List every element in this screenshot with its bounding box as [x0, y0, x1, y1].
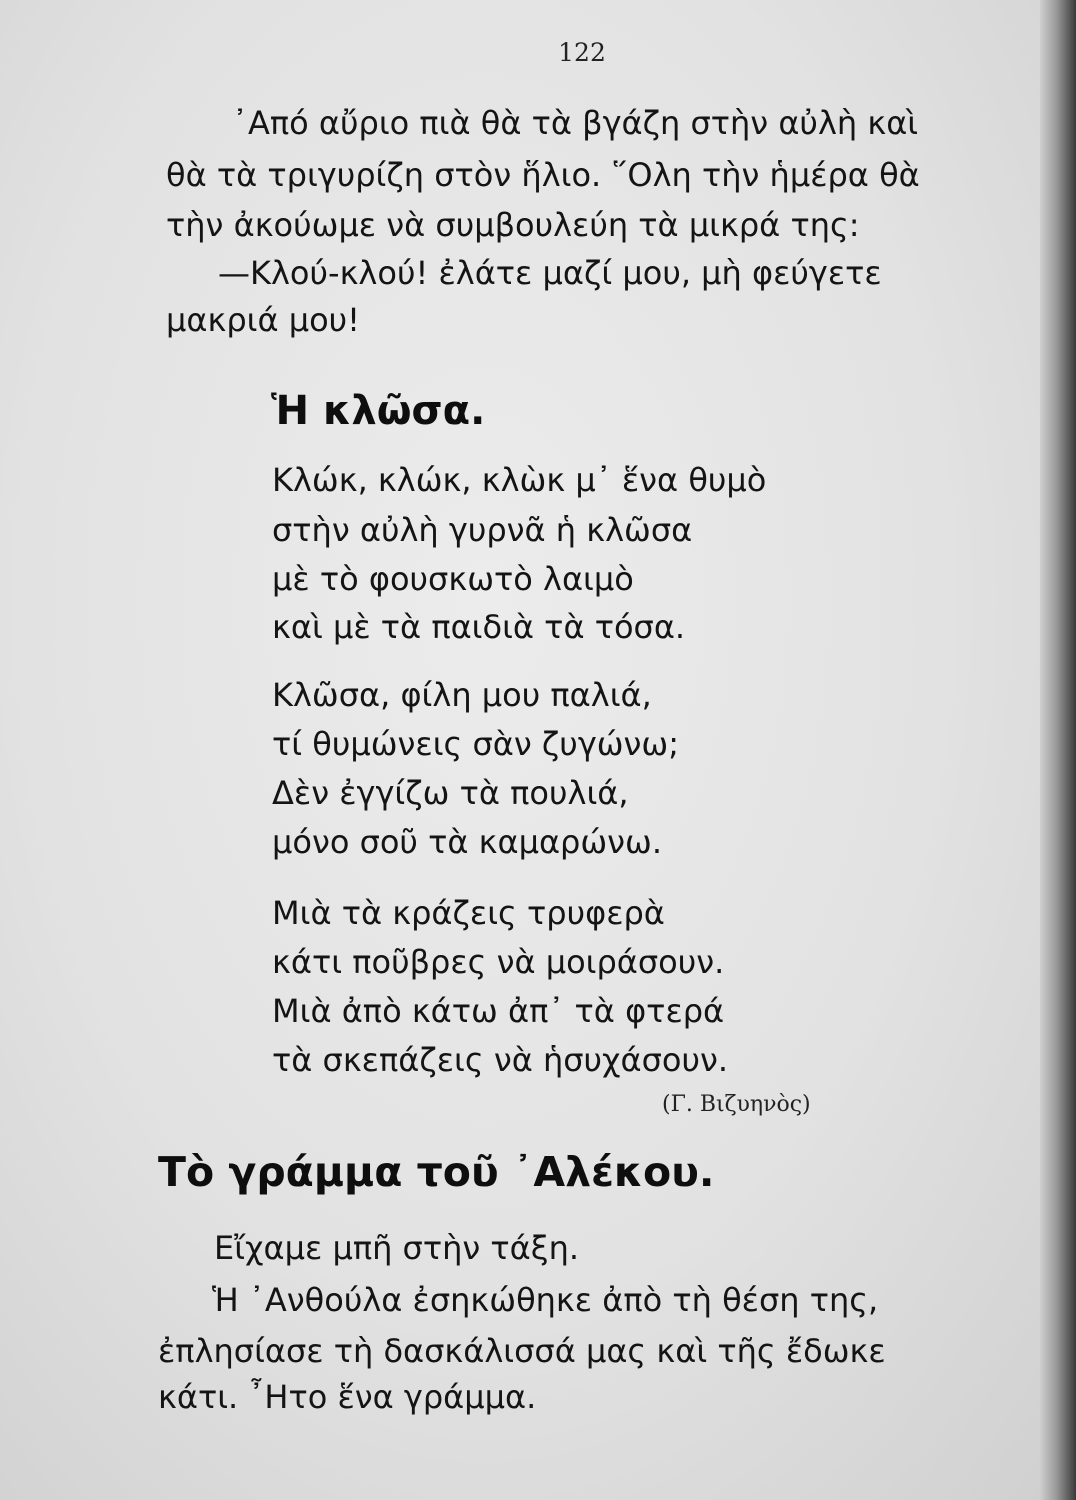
poem-line: κάτι ποῦβρες νὰ μοιράσουν.: [272, 943, 725, 981]
poem-line: Μιὰ ἀπὸ κάτω ἀπ᾿ τὰ φτερά: [272, 992, 725, 1030]
letter-line-3: ἐπλησίασε τὴ δασκάλισσά μας καὶ τῆς ἔδωκε: [158, 1332, 886, 1370]
page-number: 122: [558, 38, 606, 67]
intro-line-4: —Κλού-κλού! ἐλάτε μαζί μου, μὴ φεύγετε: [218, 254, 882, 292]
letter-title: Τὸ γράμμα τοῦ ᾿Αλέκου.: [158, 1148, 715, 1196]
poem-author: (Γ. Βιζυηνὸς): [662, 1092, 811, 1117]
poem-line: μὲ τὸ φουσκωτὸ λαιμὸ: [272, 560, 634, 598]
poem-line: στὴν αὐλὴ γυρνᾶ ἡ κλῶσα: [272, 511, 693, 549]
letter-line-2: Ἡ ᾿Ανθούλα ἐσηκώθηκε ἀπὸ τὴ θέση της,: [212, 1281, 879, 1319]
poem-line: Κλῶσα, φίλη μου παλιά,: [272, 676, 652, 714]
intro-line-2: θὰ τὰ τριγυρίζη στὸν ἥλιο. ῞Ολη τὴν ἡμέρα θὰ: [166, 156, 920, 194]
intro-line-3: τὴν ἀκούωμε νὰ συμβουλεύη τὰ μικρά της:: [166, 206, 860, 244]
letter-line-4: κάτι. ῏Ητο ἕνα γράμμα.: [158, 1378, 537, 1416]
poem-line: Δὲν ἐγγίζω τὰ πουλιά,: [272, 774, 629, 812]
intro-line-1: ᾿Από αὔριο πιὰ θὰ τὰ βγάζη στὴν αὐλὴ καὶ: [232, 104, 919, 142]
poem-title: Ἡ κλῶσα.: [271, 388, 486, 434]
book-spine-shadow: [1040, 0, 1076, 1500]
letter-line-1: Εἴχαμε μπῆ στὴν τάξη.: [214, 1229, 580, 1267]
poem-line: τὰ σκεπάζεις νὰ ἡσυχάσουν.: [272, 1041, 729, 1079]
poem-line: Μιὰ τὰ κράζεις τρυφερὰ: [272, 894, 665, 932]
intro-line-5: μακριά μου!: [166, 301, 360, 339]
poem-line: μόνο σοῦ τὰ καμαρώνω.: [272, 823, 662, 861]
poem-line: Κλώκ, κλώκ, κλὼκ μ᾿ ἕνα θυμὸ: [272, 461, 767, 499]
poem-line: καὶ μὲ τὰ παιδιὰ τὰ τόσα.: [272, 608, 686, 646]
poem-line: τί θυμώνεις σὰν ζυγώνω;: [272, 725, 679, 763]
